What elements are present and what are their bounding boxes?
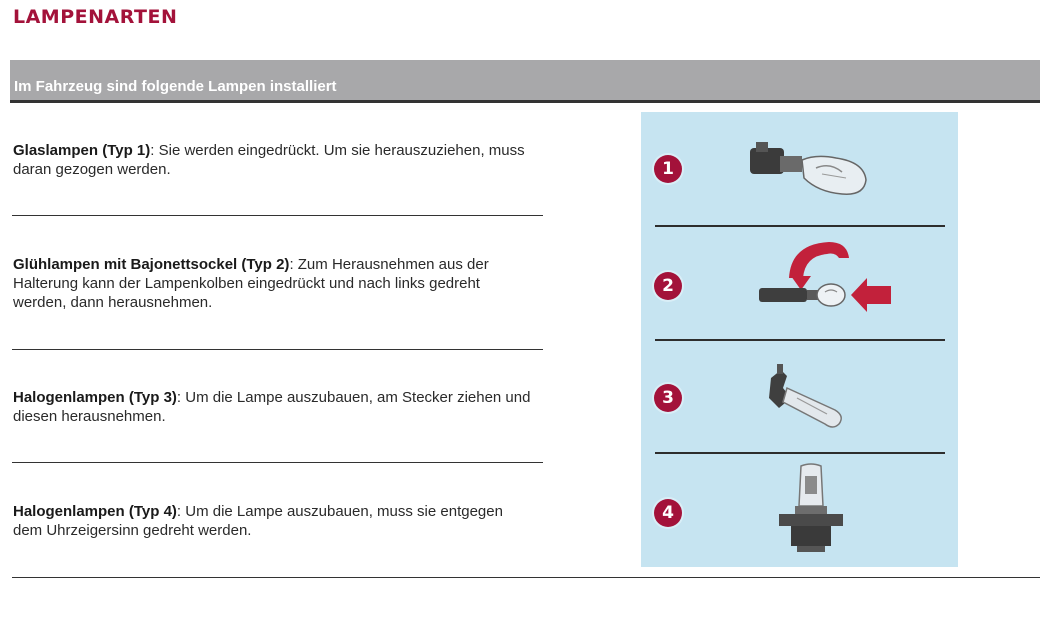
bottom-divider	[12, 577, 1040, 578]
panel-divider	[655, 225, 945, 227]
section-header-text: Im Fahrzeug sind folgende Lampen installiert	[14, 78, 337, 95]
lamp-type-3-text: : Um die Lampe auszubauen, am Stecker ziehen und diesen herausnehmen.	[13, 389, 531, 425]
lamp-type-1-name: Glaslampen (Typ 1)	[13, 142, 151, 159]
lamp-type-2-text: : Zum Herausnehmen aus der Halterung kann der Lampenkolben eingedrückt und nach links gedreht werden, dann herausnehmen.	[13, 256, 489, 311]
lamp-type-2-name: Glühlampen mit Bajonettsockel (Typ 2)	[13, 256, 290, 273]
lamp-type-4-text: : Um die Lampe auszubauen, muss sie entgegen dem Uhrzeigersinn gedreht werden.	[13, 503, 503, 539]
lamp-illustration-panel	[641, 112, 958, 567]
panel-divider	[655, 339, 945, 341]
number-badge-3: 3	[654, 384, 682, 412]
lamp-type-1-description	[13, 141, 533, 179]
lamp-type-2-description	[13, 255, 533, 312]
number-badge-4: 4	[654, 499, 682, 527]
number-badge-2: 2	[654, 272, 682, 300]
lamp-type-3-description	[13, 388, 533, 426]
divider	[12, 462, 543, 463]
lamp-type-4-description	[13, 502, 533, 540]
lamp-type-4-name: Halogenlampen (Typ 4)	[13, 503, 177, 520]
lamp-type-1-text: : Sie werden eingedrückt. Um sie herauszuziehen, muss daran gezogen werden.	[13, 142, 525, 178]
page-title: LAMPENARTEN	[13, 6, 178, 28]
panel-divider	[655, 452, 945, 454]
divider	[12, 215, 543, 216]
glass-bulb-icon	[746, 134, 876, 204]
halogen-h7-bulb-icon	[761, 358, 861, 438]
bayonet-bulb-icon	[751, 236, 901, 316]
divider	[12, 349, 543, 350]
section-header-bar	[10, 60, 1040, 103]
halogen-h11-bulb-icon	[771, 462, 851, 554]
number-badge-1: 1	[654, 155, 682, 183]
lamp-type-3-name: Halogenlampen (Typ 3)	[13, 389, 177, 406]
